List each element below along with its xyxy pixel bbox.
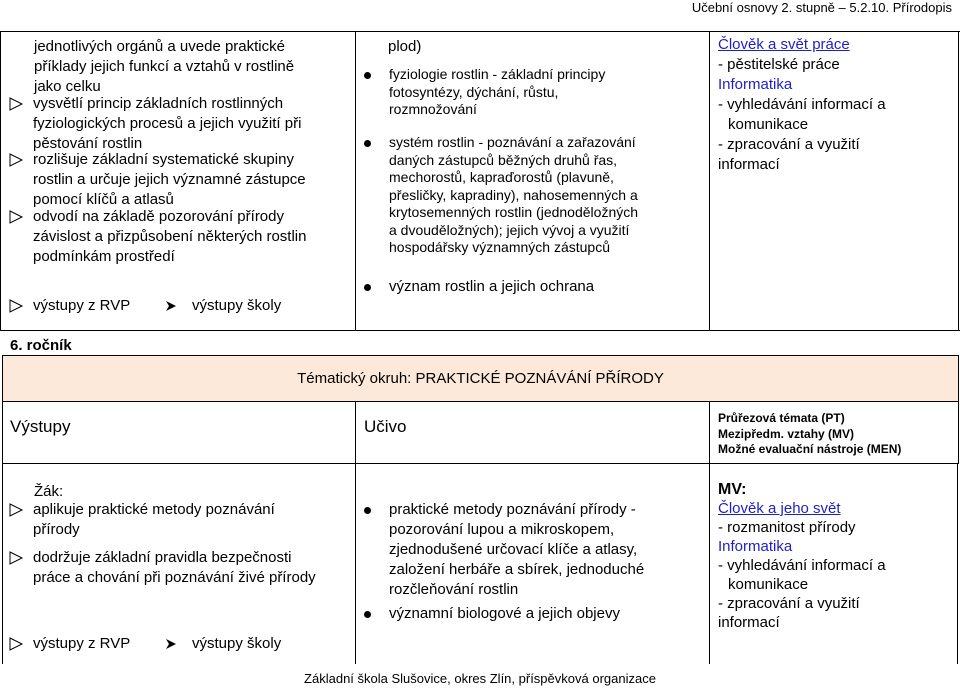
header-divider-2 xyxy=(709,401,710,464)
thematic-area-title: Tématický okruh: PRAKTICKÉ POZNÁVÁNÍ PŘÍRODY xyxy=(297,370,664,387)
bullet-icon xyxy=(364,140,371,147)
top-col2-first: plod) xyxy=(388,38,422,55)
top-content-item: fyziologie rostlin - základní principy fotosyntézy, dýchání, růstu, rozmnožování xyxy=(364,66,704,119)
thematic-area-box xyxy=(2,355,959,402)
topic-informatika: Informatika xyxy=(718,76,793,93)
top-content-item: význam rostlin a jejich ochrana xyxy=(364,277,704,297)
topic-clovek-a-jeho-svet: Člověk a jeho svět xyxy=(718,500,841,517)
outline-arrow-icon xyxy=(8,152,24,168)
topic-clovek-a-svet-prace: Člověk a svět práce xyxy=(718,36,850,53)
pupil-label: Žák: xyxy=(34,483,64,500)
bottom-divider-2 xyxy=(709,464,710,664)
col-divider-1 xyxy=(355,31,356,331)
header-divider-1 xyxy=(355,401,356,464)
bottom-content-item: významní biologové a jejich objevy xyxy=(364,604,704,624)
top-content-item: systém rostlin - poznávání a zařazování daných zástupců běžných druhů řas, mechorostů, kapraďorostů (plavuně, přesličky, kapradiny), nahosemenných a krytosemenných rostlin (jednoděložných a dvouděložných); jejich vývoj a využití hospodářsky významných zástupců xyxy=(364,134,704,257)
bottom-content-item: praktické metody poznávání přírody - pozorování lupou a mikroskopem, zjednodušené určovací klíče a atlasy, založení herbáře a sbírek, jednoduché rozčleňování rostlin xyxy=(364,500,704,600)
bullet-icon xyxy=(364,72,371,79)
top-section-bottom xyxy=(0,330,960,331)
outline-arrow-icon xyxy=(8,550,24,566)
right-border xyxy=(958,31,959,331)
grade-label: 6. ročník xyxy=(10,337,72,354)
solid-arrow-icon xyxy=(163,636,179,652)
header-content: Učivo xyxy=(364,417,407,436)
outline-arrow-icon xyxy=(8,96,24,112)
outline-arrow-icon xyxy=(8,298,24,314)
top-border xyxy=(0,31,960,32)
top-cross-topics: Člověk a svět práce - pěstitelské práce Informatika - vyhledávání informací a komunikace - zpracování a využití informací xyxy=(718,35,954,175)
col-divider-2 xyxy=(709,31,710,331)
bottom-divider-1 xyxy=(355,464,356,664)
outline-arrow-icon xyxy=(8,209,24,225)
outline-arrow-icon xyxy=(8,502,24,518)
bottom-right-border xyxy=(957,464,958,664)
top-col1-intro: jednotlivých orgánů a uvede praktické příklady jejich funkcí a vztahů v rostlině jako celku xyxy=(34,38,295,95)
solid-arrow-icon xyxy=(163,298,179,314)
bottom-left-border xyxy=(2,464,3,664)
header-cross-topics: Průřezová témata (PT) Mezipředm. vztahy (MV) Možné evaluační nástroje (MEN) xyxy=(718,411,902,456)
bullet-icon xyxy=(364,507,371,514)
left-border xyxy=(0,31,1,331)
bullet-icon xyxy=(364,284,371,291)
bullet-icon xyxy=(364,611,371,618)
outline-arrow-icon xyxy=(8,636,24,652)
mv-label: MV: xyxy=(718,481,747,498)
header-outputs: Výstupy xyxy=(10,417,71,436)
page-header: Učební osnovy 2. stupně – 5.2.10. Přírodopis xyxy=(691,0,952,15)
topic-informatika: Informatika xyxy=(718,538,793,555)
bottom-cross-topics: MV: Člověk a jeho svět - rozmanitost přírody Informatika - vyhledávání informací a komunikace - zpracování a využití informací xyxy=(718,480,954,632)
page-footer: Základní škola Slušovice, okres Zlín, příspěvková organizace xyxy=(304,671,656,686)
